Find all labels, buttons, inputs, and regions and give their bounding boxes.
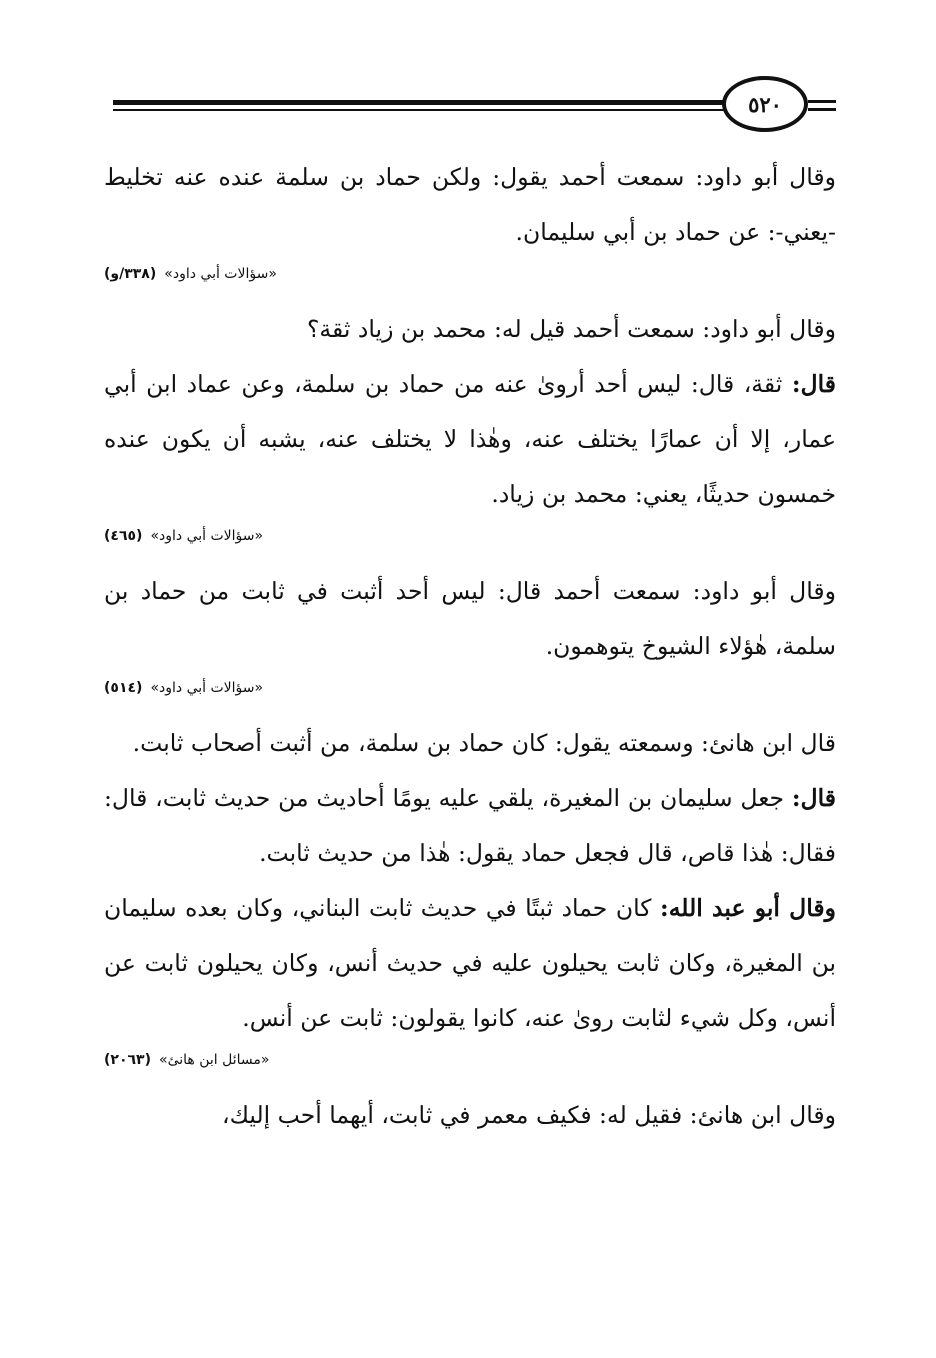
page-number-badge	[722, 76, 808, 132]
paragraph-text: وقال أبو داود: سمعت أحمد قيل له: محمد بن زياد ثقة؟	[306, 315, 836, 343]
citation-ref: (٤٦٥)	[104, 528, 143, 544]
paragraph	[104, 716, 836, 771]
paragraph-text: وقال ابن هانئ: فقيل له: فكيف معمر في ثابت، أيهما أحب إليك،	[221, 1101, 836, 1129]
header-rule-thin	[113, 109, 730, 111]
paragraph	[104, 771, 836, 881]
paragraph-lead: قال:	[791, 370, 836, 398]
paragraph-lead: قال:	[791, 784, 836, 812]
citation-book: «سؤالات أبي داود»	[150, 680, 264, 696]
header-rule-thick	[113, 100, 730, 105]
paragraph-text: جعل سليمان بن المغيرة، يلقي عليه يومًا أحاديث من حديث ثابت، قال: فقال: هٰذا قاص، قال فجعل حماد يقول: هٰذا من حديث ثابت.	[104, 784, 836, 867]
paragraph-text: قال ابن هانئ: وسمعته يقول: كان حماد بن سلمة، من أثبت أصحاب ثابت.	[132, 729, 836, 757]
source-citation	[104, 1046, 836, 1074]
paragraph-lead: وقال أبو عبد الله:	[660, 894, 836, 922]
paragraph	[104, 564, 836, 674]
page-header	[0, 70, 936, 140]
paragraph-text: وقال أبو داود: سمعت أحمد قال: ليس أحد أثبت في ثابت من حماد بن سلمة، هٰؤلاء الشيوخ يتوهمون.	[104, 577, 836, 660]
citation-book: «سؤالات أبي داود»	[150, 528, 264, 544]
citation-book: «مسائل ابن هانئ»	[159, 1052, 270, 1068]
citation-book: «سؤالات أبي داود»	[164, 266, 277, 282]
paragraph	[104, 881, 836, 1046]
paragraph-text: كان حماد ثبتًا في حديث ثابت البناني، وكان بعده سليمان بن المغيرة، وكان ثابت يحيلون عليه في حديث أنس، وكان يحيلون ثابت عن أنس، وكل شيء لثابت روىٰ عنه، كانوا يقولون: ثابت عن أنس.	[104, 894, 836, 1032]
header-rule-right-2	[808, 108, 836, 111]
header-rule-right	[808, 100, 836, 103]
paragraph	[104, 1088, 836, 1143]
paragraph-text: وقال أبو داود: سمعت أحمد يقول: ولكن حماد بن سلمة عنده عنه تخليط -يعني-: عن حماد بن أبي سليمان.	[104, 163, 836, 246]
source-citation	[104, 674, 836, 702]
paragraph	[104, 357, 836, 522]
citation-ref: (٥١٤)	[104, 680, 143, 696]
source-citation	[104, 260, 836, 288]
paragraph	[104, 302, 836, 357]
citation-ref: (٢٠٦٣)	[104, 1052, 151, 1068]
citation-ref: (٣٣٨/و)	[104, 266, 157, 282]
paragraph-text: ثقة، قال: ليس أحد أروىٰ عنه من حماد بن سلمة، وعن عماد ابن أبي عمار، إلا أن عمارًا يختلف عنه، وهٰذا لا يختلف عنه، يشبه أن يكون عنده خمسون حديثًا، يعني: محمد بن زياد.	[104, 370, 836, 508]
page-body	[104, 150, 836, 1143]
page-number: ٥٢٠	[748, 91, 782, 117]
source-citation	[104, 522, 836, 550]
paragraph	[104, 150, 836, 260]
